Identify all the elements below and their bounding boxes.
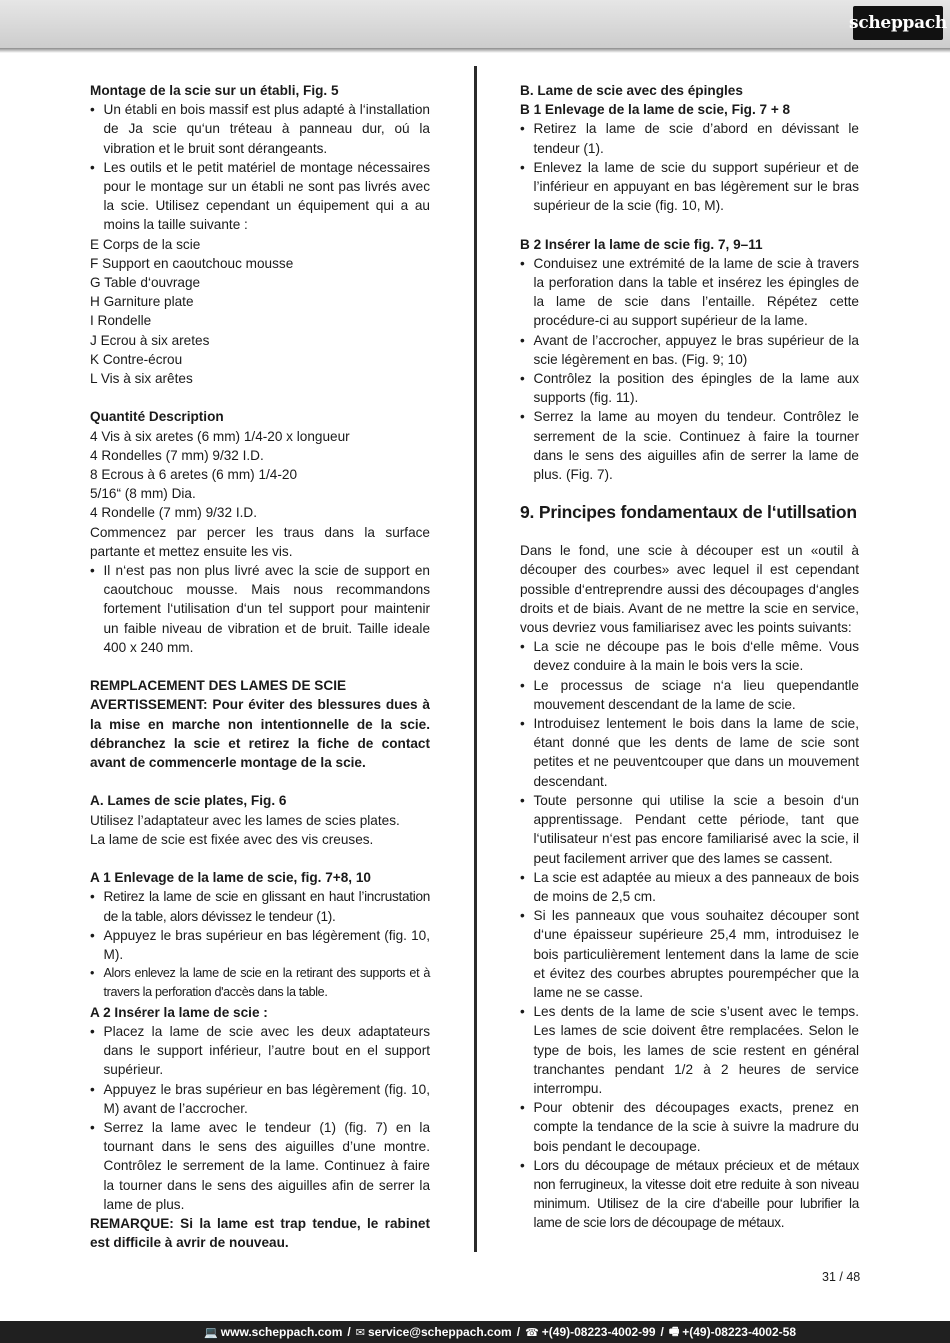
flat-blades-line: Utilisez l’adaptateur avec les lames de scies plates. [90,812,400,828]
warning-text: AVERTISSEMENT: Pour éviter des blessures dues à la mise en marche non intentionnelle de la scie. débranchez la scie et retirez la fiche de contact avant de commencerle montage de la scie. [90,697,430,771]
list-item: • Pour obtenir des découpages exacts, prenez en compte la tendance de la scie à suivre la madrure du bois pendant le decoupage. [520,1098,859,1156]
header-band [0,0,950,48]
footer-website[interactable]: www.scheppach.com [220,1325,343,1339]
part-item: E Corps de la scie [90,236,201,252]
fax-icon: 🖷 [668,1325,680,1338]
list-item: • Appuyez le bras supérieur en bas légèrement (fig. 10, M). [90,926,430,964]
list-item: • Alors enlevez la lame de scie en la retirant des supports et à travers la perforation d'accès dans la table. [90,964,430,1002]
list-item: • Il n‘est pas non plus livré avec la scie de support en caoutchouc mousse. Mais nous recommandons fortement l‘utilisation d‘un tel support pour maintenir un faible niveau de vibration et de bruit. Taille ideale 400 x 240 mm. [90,561,430,657]
list-item: • Serrez la lame avec le tendeur (1) (fig. 7) en la tournant dans le sens des aiguilles d’une montre. Contrôlez le serrement de la lame. Continuez à faire la tourner dans le sens des aiguilles afin de serrer la lame de plus. [90,1118,430,1214]
list-item: • Placez la lame de scie avec les deux adaptateurs dans le support inférieur, l’autre bout en el support supérieur. [90,1022,430,1080]
parts-list [90,235,430,389]
b1-heading: B 1 Enlevage de la lame de scie, Fig. 7 + 8 [520,102,791,118]
quantity-item: 4 Vis à six aretes (6 mm) 1/4-20 x longueur [90,428,350,444]
principles-list [520,637,859,1232]
list-item: • Serrez la lame au moyen du tendeur. Contrôlez le serrement de la scie. Continuez à faire la tourner dans le sens des aiguilles afin de serrer la lame de plus. (Fig. 7). [520,407,859,484]
part-item: F Support en caoutchouc mousse [90,255,294,271]
b1-list [520,119,859,215]
list-item: • Retirez la lame de scie en glissant en haut l’incrustation de la table, alors dévissez le tendeur (1). [90,887,430,925]
part-item: H Garniture plate [90,294,194,310]
list-item: • Contrôlez la position des épingles de la lame aux supports (fig. 11). [520,369,859,407]
support-list [90,561,430,657]
a1-list [90,887,430,1002]
list-item: • Appuyez le bras supérieur en bas légèrement (fig. 10, M) avant de l’accrocher. [90,1080,430,1118]
part-item: G Table d‘ouvrage [90,275,201,291]
intro-text: Dans le fond, une scie à découper est un «outil à découper des courbes» avec lequel il est cependant possible d‘entreprendre aussi des découpages d‘angles droits et de biais. Avant de ne mettre la scie en service, vous devriez vous familiarisez avec les points suivants: [520,543,859,636]
footer-email[interactable]: service@scheppach.com [367,1325,512,1339]
list-item: • Conduisez une extrémité de la lame de scie à travers la perforation dans la table et insérez les épingles de la lame de scie dans l’entaille. Répétez cette procédure-ci au support supérieur de la lame. [520,254,859,331]
footer-fax: +(49)-08223-4002-58 [682,1325,796,1339]
a2-heading: A 2 Insérer la lame de scie : [90,1004,268,1020]
list-item: • Le processus de sciage n‘a lieu quependantle mouvement descendant de la lame de scie. [520,676,859,714]
list-item: • Toute personne qui utilise la scie a besoin d‘un apprentissage. Pendant cette période, tant que l‘utilisateur n‘est pas encore familiarisé avec la scie, il peut facilement arriver que des lames se cassent. [520,791,859,868]
page-number: 31 / 48 [822,1270,861,1284]
montage-list [90,100,430,234]
brand-logo: scheppach [853,6,943,40]
header-shadow [0,48,950,53]
part-item: L Vis à six arêtes [90,371,193,387]
list-item: • Lors du découpage de métaux précieux et de métaux non ferrugineux, la vitesse doit etre reduite à son niveau minimum. Utilisez de la cire d‘abeille pour lubrifier la lame de scie lors de découpage de métaux. [520,1156,859,1233]
flat-blades-heading: A. Lames de scie plates, Fig. 6 [90,793,287,809]
quantity-item: 5/16“ (8 mm) Dia. [90,486,196,502]
computer-icon: 💻 [204,1326,218,1339]
left-column [90,81,430,1252]
quantity-item: 4 Rondelles (7 mm) 9/32 I.D. [90,447,264,463]
quantity-item: 8 Ecrous à 6 aretes (6 mm) 1/4-20 [90,467,298,483]
list-item: • Un établi en bois massif est plus adapté à l‘installation de Ja scie qu‘un tréteau à panneau dur, oú la vibration et le bruit sont dérangeants. [90,100,430,158]
phone-icon: ☎ [525,1326,539,1339]
part-item: K Contre-écrou [90,351,183,367]
list-item: • Enlevez la lame de scie du support supérieur et de l’inférieur en appuyant en bas légèrement sur le bras supérieur de la scie (fig. 10, M). [520,158,859,216]
list-item: • La scie ne découpe pas le bois d‘elle même. Vous devez conduire à la main le bois vers la scie. [520,637,859,675]
flat-blades-line: La lame de scie est fixée avec des vis creuses. [90,831,374,847]
part-item: J Ecrou à six aretes [90,332,210,348]
list-item: • Les dents de la lame de scie s’usent avec le temps. Les lames de scie doivent être remplacées. Selon le type de bois, les lames de scie restent en général tranchantes pendant 1/2 à 2 heures de service interrompu. [520,1002,859,1098]
section-title: 9. Principes fondamentaux de l‘utillsation [520,502,857,523]
list-item: • Avant de l’accrocher, appuyez le bras supérieur de la scie légèrement en bas. (Fig. 9; 10) [520,331,859,369]
a2-list [90,1022,430,1214]
list-item: • Les outils et le petit matériel de montage nécessaires pour le montage sur un établi ne sont pas livrés avec la scie. Utilisez cependant un équipement qui a au moins la taille suivante : [90,158,430,235]
mail-icon: ✉ [355,1326,365,1339]
b2-list [520,254,859,484]
quantity-item: 4 Rondelle (7 mm) 9/32 I.D. [90,505,257,521]
montage-heading: Montage de la scie sur un établi, Fig. 5 [90,83,339,98]
b2-heading: B 2 Insérer la lame de scie fig. 7, 9–11 [520,236,763,252]
remark-text: REMARQUE: Si la lame est trap tendue, le rabinet est difficile à avrir de nouveau. [90,1215,430,1251]
part-item: I Rondelle [90,313,152,329]
list-item: • La scie est adaptée au mieux a des panneaux de bois de moins de 2,5 cm. [520,868,859,906]
drill-text: Commencez par percer les traus dans la surface partante et mettez ensuite les vis. [90,524,430,559]
list-item: • Retirez la lame de scie d’abord en dévissant le tendeur (1). [520,119,859,157]
pin-blades-heading: B. Lame de scie avec des épingles [520,83,743,98]
quantity-list [90,427,430,523]
list-item: • Introduisez lentement le bois dans la lame de scie, étant donné que les dents de lame de scie sont petites et ne peuventcouper que dans un mouvement descendant. [520,714,859,791]
column-divider [474,66,477,1252]
right-column [520,81,859,1233]
replacement-heading: REMPLACEMENT DES LAMES DE SCIE [90,678,347,694]
quantity-heading: Quantité Description [90,409,224,425]
footer-bar: 💻 www.scheppach.com / ✉ service@scheppach.com / ☎ +(49)-08223-4002-99 / 🖷 +(49)-08223-4002-58 [0,1321,950,1343]
list-item: • Si les panneaux que vous souhaitez découper sont d‘une épaisseur supérieure 25,4 mm, introduisez le bois particulièrement lentement dans la lame de scie et évitez des courbes abruptes pourempécher que la lame ne se casse. [520,906,859,1002]
a1-heading: A 1 Enlevage de la lame de scie, fig. 7+8, 10 [90,870,371,886]
footer-phone: +(49)-08223-4002-99 [541,1325,656,1339]
